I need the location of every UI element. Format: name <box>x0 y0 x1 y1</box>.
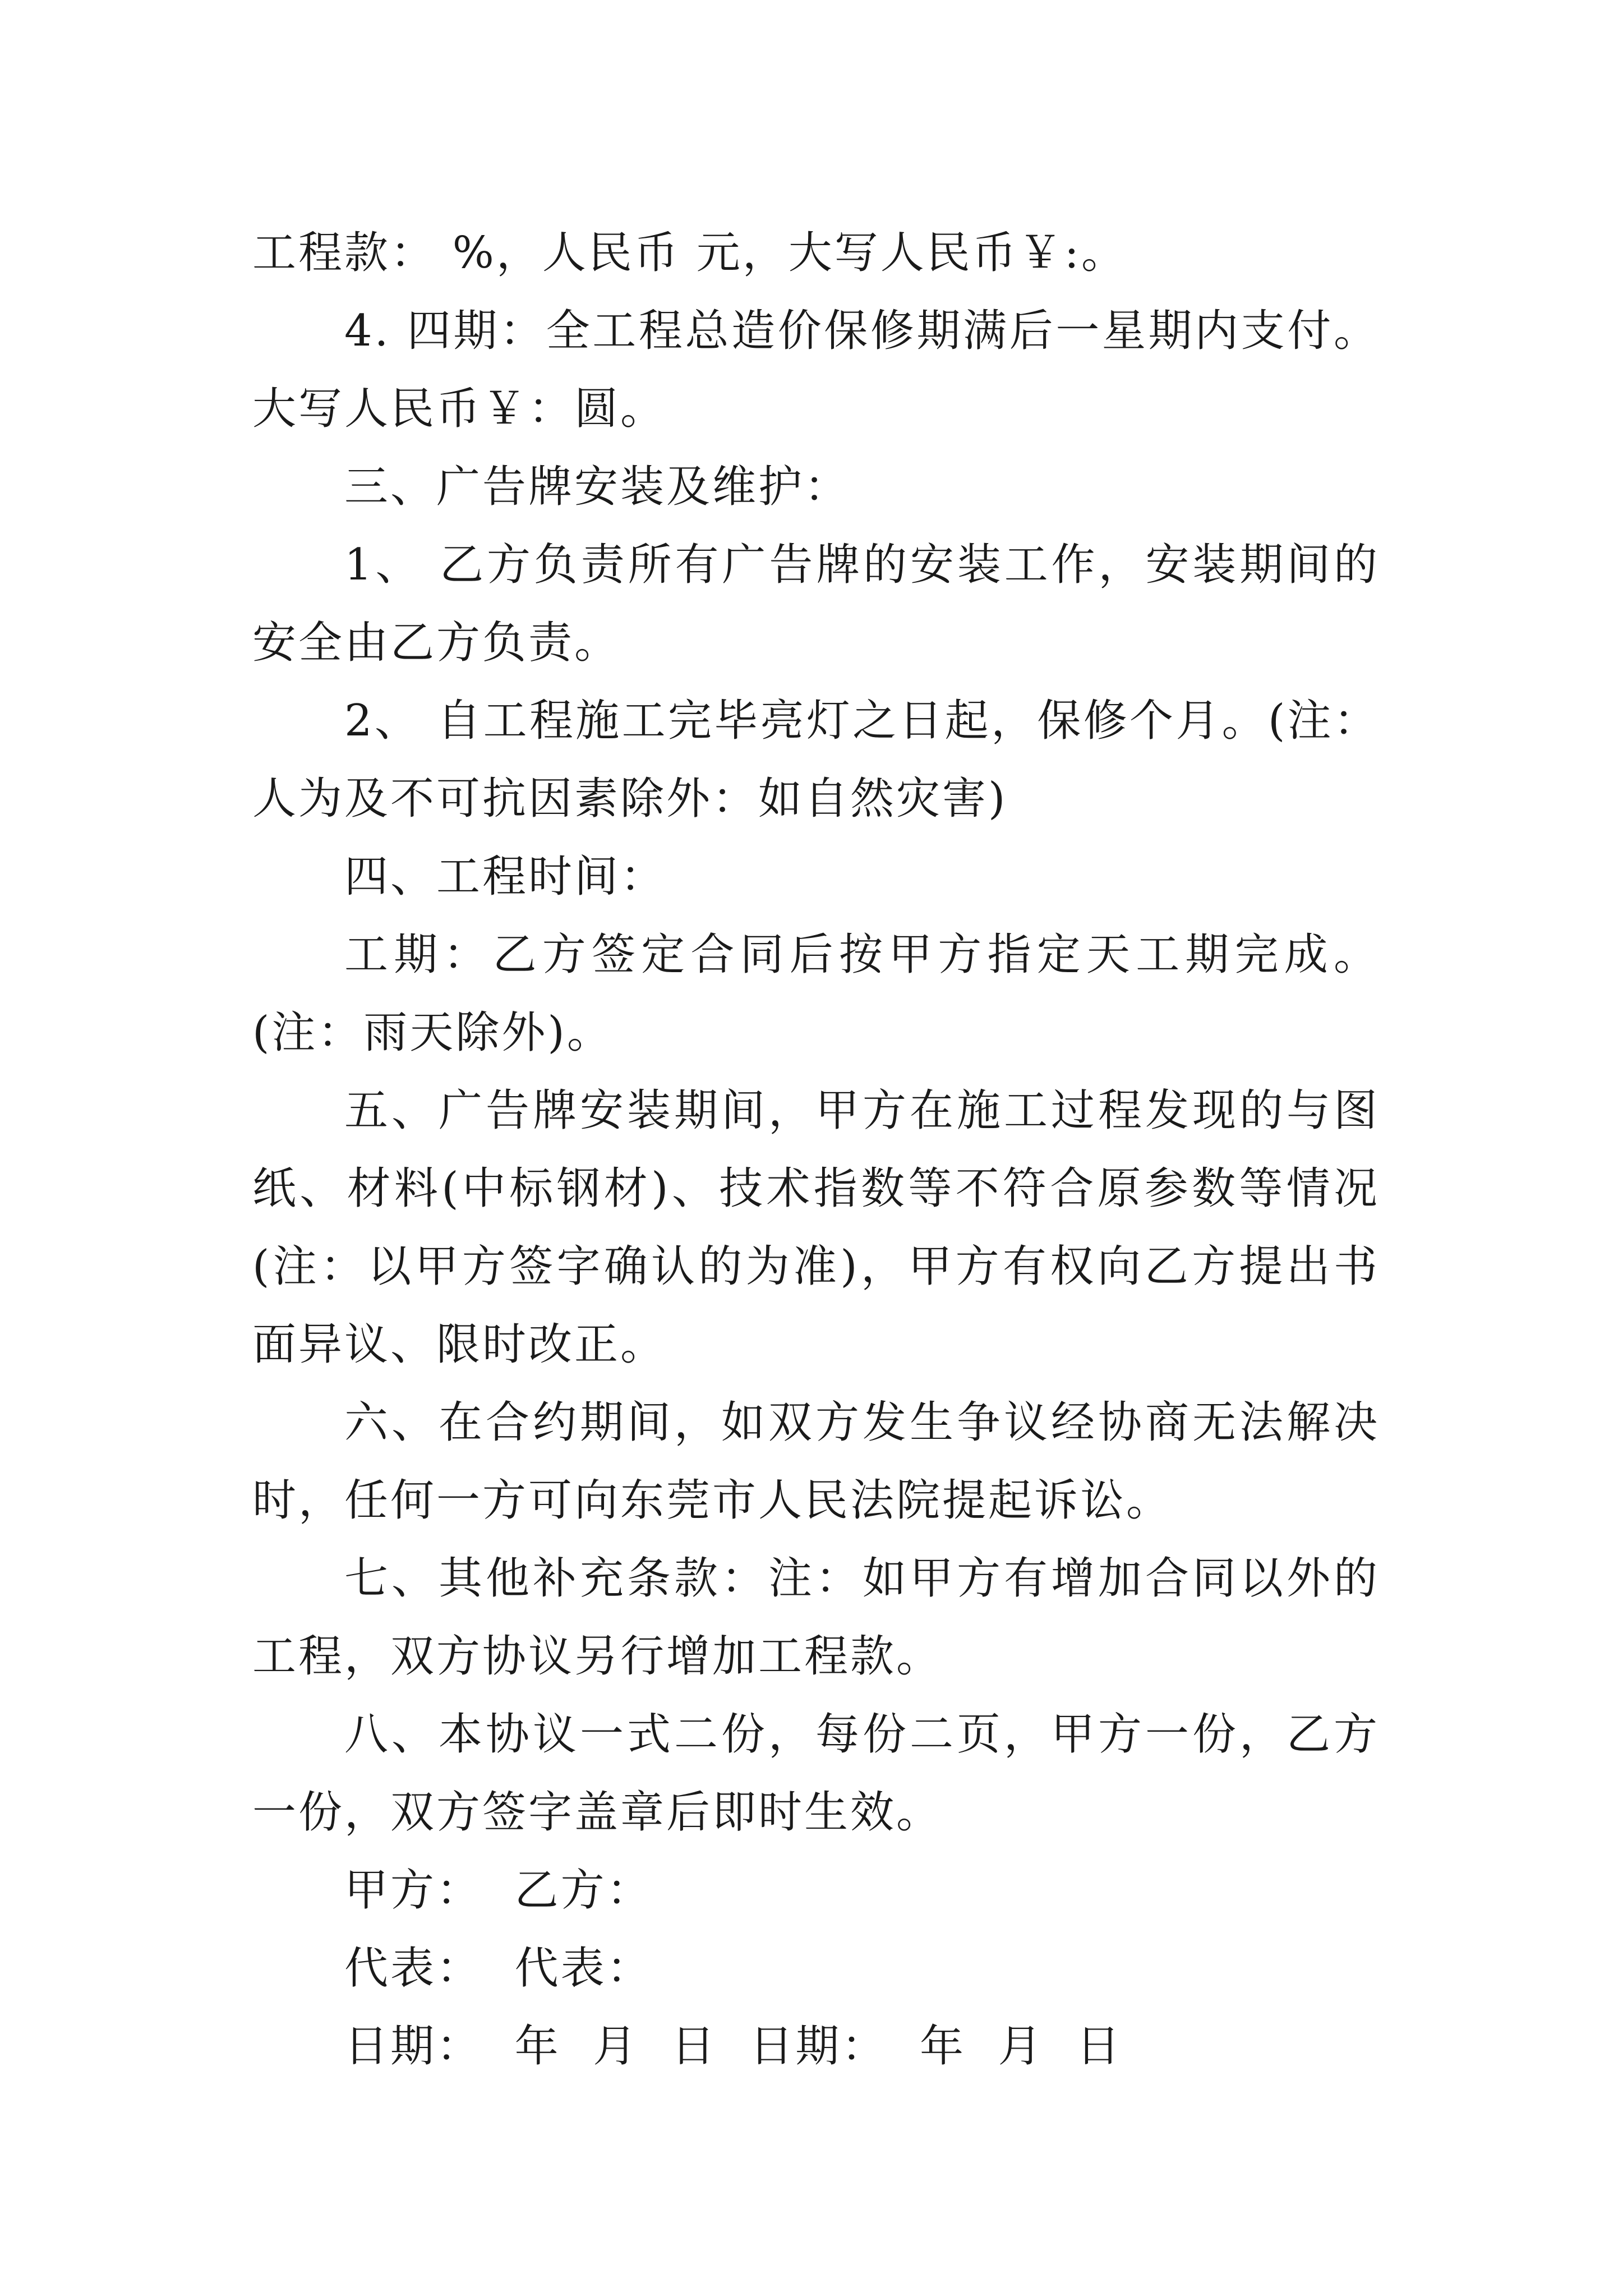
clause-installation-responsibility: 1、 乙方负责所有广告牌的安装工作，安装期间的安全由乙方负责。 <box>252 540 1380 668</box>
clause-dispute-resolution: 六、在合约期间，如双方发生争议经协商无法解决时，任何一方可向东莞市人民法院提起诉讼。 <box>252 1397 1380 1526</box>
paragraph-payment-amount: 工程款： %，人民币 元，大写人民币￥:。 <box>252 228 1127 278</box>
clause-copies-effectiveness: 八、本协议一式二份，每份二页，甲方一份，乙方一份，双方签字盖章后即时生效。 <box>252 1709 1380 1838</box>
signature-date-line: 日期： 年 月 日 日期： 年 月 日 <box>344 2021 1123 2072</box>
clause-construction-period: 工期：乙方签定合同后按甲方指定天工期完成。(注：雨天除外)。 <box>252 930 1380 1058</box>
paragraph-fourth-installment: 4. 四期：全工程总造价保修期满后一星期内支付。大写人民币￥：圆。 <box>252 306 1380 434</box>
heading-project-time: 四、工程时间： <box>344 852 667 902</box>
clause-inspection-objection: 五、广告牌安装期间，甲方在施工过程发现的与图纸、材料(中标钢材)、技术指数等不符合原参数等情况(注：以甲方签字确认的为准)，甲方有权向乙方提出书面异议、限时改正。 <box>252 1085 1380 1370</box>
heading-installation-maintenance: 三、广告牌安装及维护： <box>344 462 851 512</box>
signature-party-line: 甲方： 乙方： <box>344 1865 653 1916</box>
clause-warranty-period: 2、 自工程施工完毕亮灯之日起，保修个月。(注：人为及不可抗因素除外：如自然灾害) <box>252 696 1380 824</box>
clause-supplementary-terms: 七、其他补充条款：注：如甲方有增加合同以外的工程，双方协议另行增加工程款。 <box>252 1553 1380 1682</box>
signature-representative-line: 代表： 代表： <box>344 1943 653 1994</box>
document-page <box>252 214 1380 2086</box>
